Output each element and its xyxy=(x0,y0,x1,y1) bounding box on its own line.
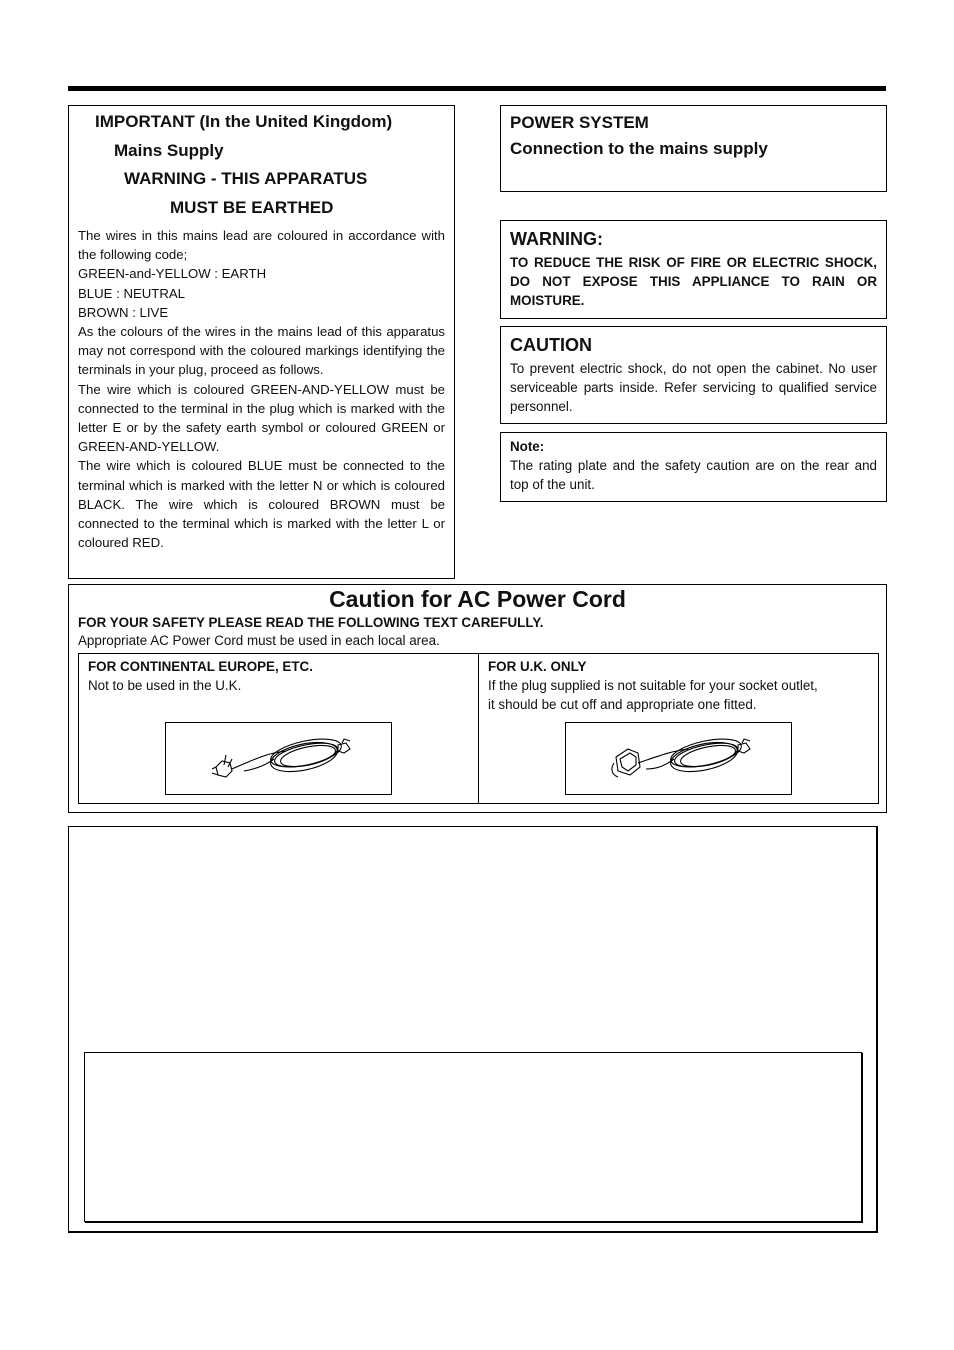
wire-code-live: BROWN : LIVE xyxy=(78,304,169,320)
caution-text: To prevent electric shock, do not open the cabinet. No user serviceable parts inside. Refer servicing to qualified service personnel. xyxy=(510,361,877,415)
blank-framed-section xyxy=(68,826,878,1233)
note-box xyxy=(500,432,887,502)
top-rule xyxy=(68,86,886,91)
ac-power-cord-section xyxy=(68,584,887,813)
europe-column xyxy=(79,654,479,803)
europe-text: Not to be used in the U.K. xyxy=(88,678,242,693)
power-system-title: POWER SYSTEM xyxy=(510,113,649,132)
power-system-subtitle: Connection to the mains supply xyxy=(510,139,768,158)
earth-wire-paragraph: The wire which is coloured GREEN-AND-YELLOW must be connected to the terminal in the plug which is marked with the letter E or by the safety earth symbol or coloured GREEN or GREEN-AND-YELLOW. xyxy=(78,381,445,455)
wire-code-earth: GREEN-and-YELLOW : EARTH xyxy=(78,266,267,282)
ac-cord-title: Caution for AC Power Cord xyxy=(329,586,626,612)
important-uk-box xyxy=(68,105,455,579)
ac-cord-safety-text: FOR YOUR SAFETY PLEASE READ THE FOLLOWING TEXT CAREFULLY. xyxy=(78,615,544,630)
ac-cord-appropriate-text: Appropriate AC Power Cord must be used in each local area. xyxy=(78,633,440,648)
uk-heading: FOR U.K. ONLY xyxy=(488,659,587,674)
warning-text: TO REDUCE THE RISK OF FIRE OR ELECTRIC SHOCK, DO NOT EXPOSE THIS APPLIANCE TO RAIN OR MOISTURE. xyxy=(510,255,877,309)
warning-box xyxy=(500,220,887,319)
uk-text-line1: If the plug supplied is not suitable for your socket outlet, xyxy=(488,678,818,693)
wire-code-intro: The wires in this mains lead are coloured in accordance with the following code; xyxy=(78,228,445,263)
mains-supply-heading: Mains Supply xyxy=(114,141,224,160)
uk-text-line2: it should be cut off and appropriate one fitted. xyxy=(488,697,757,713)
warning-title: WARNING: xyxy=(510,229,603,249)
euro-plug-power-cord-icon xyxy=(166,723,391,794)
caution-title: CAUTION xyxy=(510,335,592,355)
wire-code-neutral: BLUE : NEUTRAL xyxy=(78,285,185,301)
note-title: Note: xyxy=(510,439,545,454)
blank-inner-frame xyxy=(84,1052,862,1222)
note-text: The rating plate and the safety caution are on the rear and top of the unit. xyxy=(510,458,877,493)
important-uk-title: IMPORTANT (In the United Kingdom) xyxy=(95,112,393,131)
europe-heading: FOR CONTINENTAL EUROPE, ETC. xyxy=(88,659,313,674)
earthed-warning-line2: MUST BE EARTHED xyxy=(170,198,334,217)
earthed-warning-line1: WARNING - THIS APPARATUS xyxy=(124,169,368,188)
caution-box xyxy=(500,326,887,424)
uk-plug-power-cord-icon xyxy=(566,723,791,794)
ac-cord-table xyxy=(78,653,879,804)
uk-column xyxy=(479,654,878,803)
neutral-live-paragraph: The wire which is coloured BLUE must be connected to the terminal which is marked with the letter N or which is coloured BLACK. The wire which is coloured BROWN must be connected to the terminal which is marked with the letter L or coloured RED. xyxy=(78,458,445,551)
important-uk-body xyxy=(78,226,445,552)
uk-cord-image-frame xyxy=(565,722,792,795)
europe-cord-image-frame xyxy=(165,722,392,795)
power-system-box xyxy=(500,105,887,192)
wire-colour-paragraph: As the colours of the wires in the mains lead of this apparatus may not correspond with the coloured markings identifying the terminals in your plug, proceed as follows. xyxy=(78,324,445,378)
